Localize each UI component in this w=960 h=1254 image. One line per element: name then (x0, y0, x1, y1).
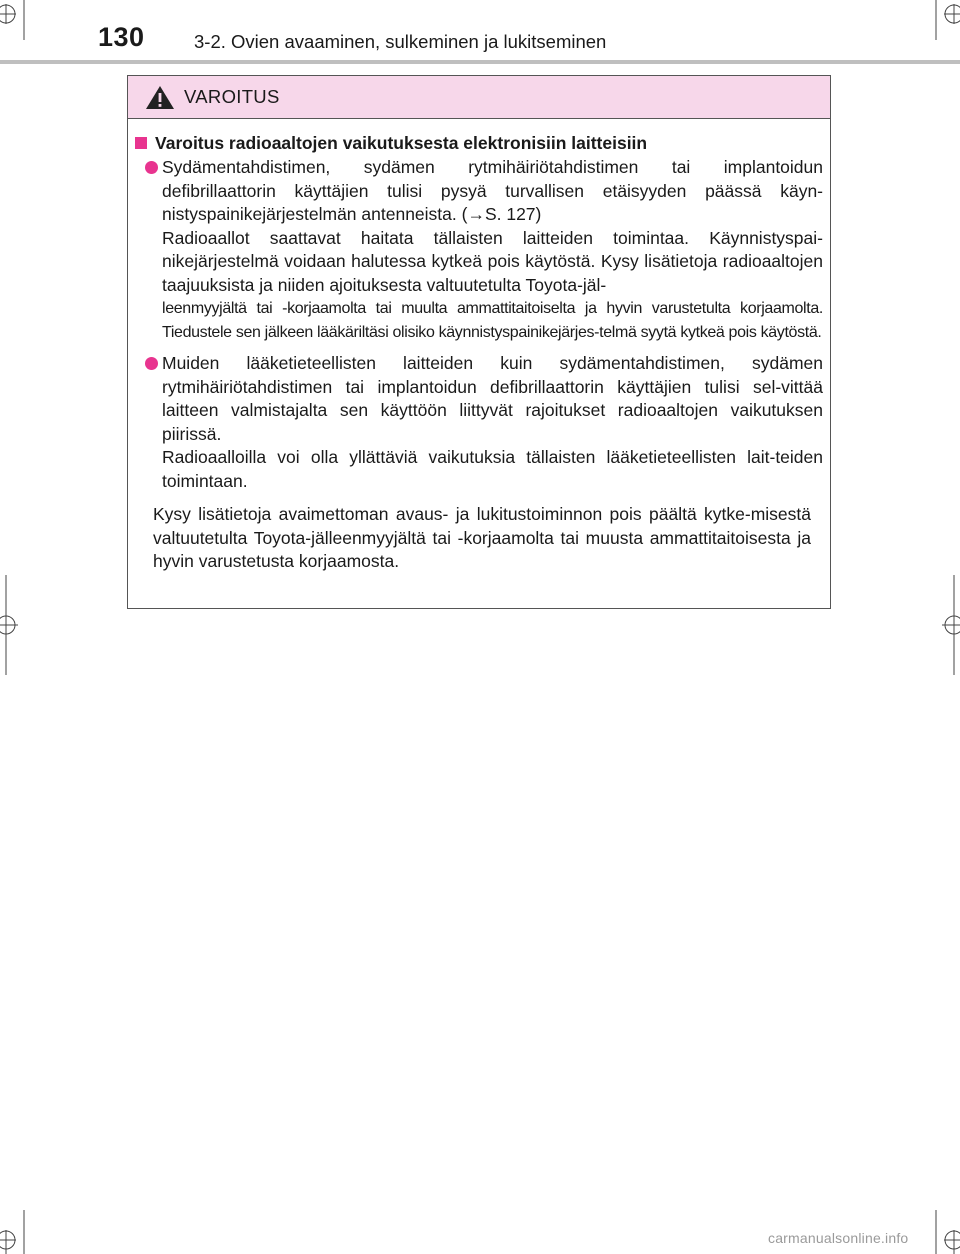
bullet-text (162, 156, 823, 344)
header-rule (0, 60, 960, 64)
bullet-paragraph: leenmyyjältä tai -korjaamolta tai muulta ammattitaitoiselta ja hyvin varustetulta korjaamolta. Tiedustele sen jälkeen lääkäriltäsi olisiko käynnistyspainikejärjes-telmä syytä kytkeä pois käytöstä. (162, 300, 823, 341)
bullet-paragraph: Sydämentahdistimen, sydämen rytmihäiriötahdistimen tai implantoidun defibrillaattorin käyttäjien tulisi pysyä turvallisen etäisyyden päässä käyn-nistyspainikejärjestelmän antenneista. (→S. 127) (162, 157, 823, 224)
warning-body (128, 119, 830, 574)
bullet-paragraph: Radioaallot saattavat haitata tällaisten laitteiden toimintaa. Käynnistyspai-nikejärjestelmä voidaan halutessa kytkeä pois käytöstä. Kysy lisätietoja radioaaltojen taajuuksista ja niiden ajoituksesta valtuutetulta Toyota-jäl- (162, 227, 823, 295)
registration-mark-top-right (920, 0, 960, 40)
registration-mark-bottom-left (0, 1200, 40, 1254)
dot-bullet-icon (145, 161, 158, 174)
registration-mark-top-left (0, 0, 40, 40)
registration-mark-mid-right (930, 575, 960, 675)
warning-triangle-icon (145, 85, 175, 110)
warning-subheading (133, 131, 823, 155)
bullet-item (133, 352, 823, 493)
warning-title: VAROITUS (184, 86, 280, 107)
bullet-item (133, 156, 823, 344)
section-title: 3-2. Ovien avaaminen, sulkeminen ja lukitseminen (194, 31, 607, 52)
bullet-text (162, 352, 823, 493)
dot-bullet-icon (145, 357, 158, 370)
warning-header (128, 76, 830, 119)
registration-mark-bottom-right (920, 1200, 960, 1254)
subheading-text: Varoitus radioaaltojen vaikutuksesta elektronisiin laitteisiin (155, 133, 648, 153)
bullet-paragraph: Muiden lääketieteellisten laitteiden kuin sydämentahdistimen, sydämen rytmihäiriötahdistimen tai implantoidun defibrillaattorin käyttäjien tulisi sel-vittää laitteen valmistajalta sen käyttöön liittyvät rajoitukset radioaaltojen vaikutuksen piirissä. (162, 353, 823, 444)
warning-box (127, 75, 831, 609)
square-bullet-icon (135, 137, 147, 149)
page-number: 130 (98, 22, 145, 52)
closing-paragraph: Kysy lisätietoja avaimettoman avaus- ja lukitustoiminnon pois päältä kytke-misestä valtuutetulta Toyota-jälleenmyyjältä tai -korjaamolta tai muusta ammattitaitoisesta ja hyvin varustetusta korjaamosta. (153, 504, 811, 571)
registration-mark-mid-left (0, 575, 30, 675)
bullet-paragraph: Radioaalloilla voi olla yllättäviä vaikutuksia tällaisten lääketieteellisten lait-teiden toimintaan. (162, 447, 823, 491)
watermark: carmanualsonline.info (768, 1230, 909, 1246)
